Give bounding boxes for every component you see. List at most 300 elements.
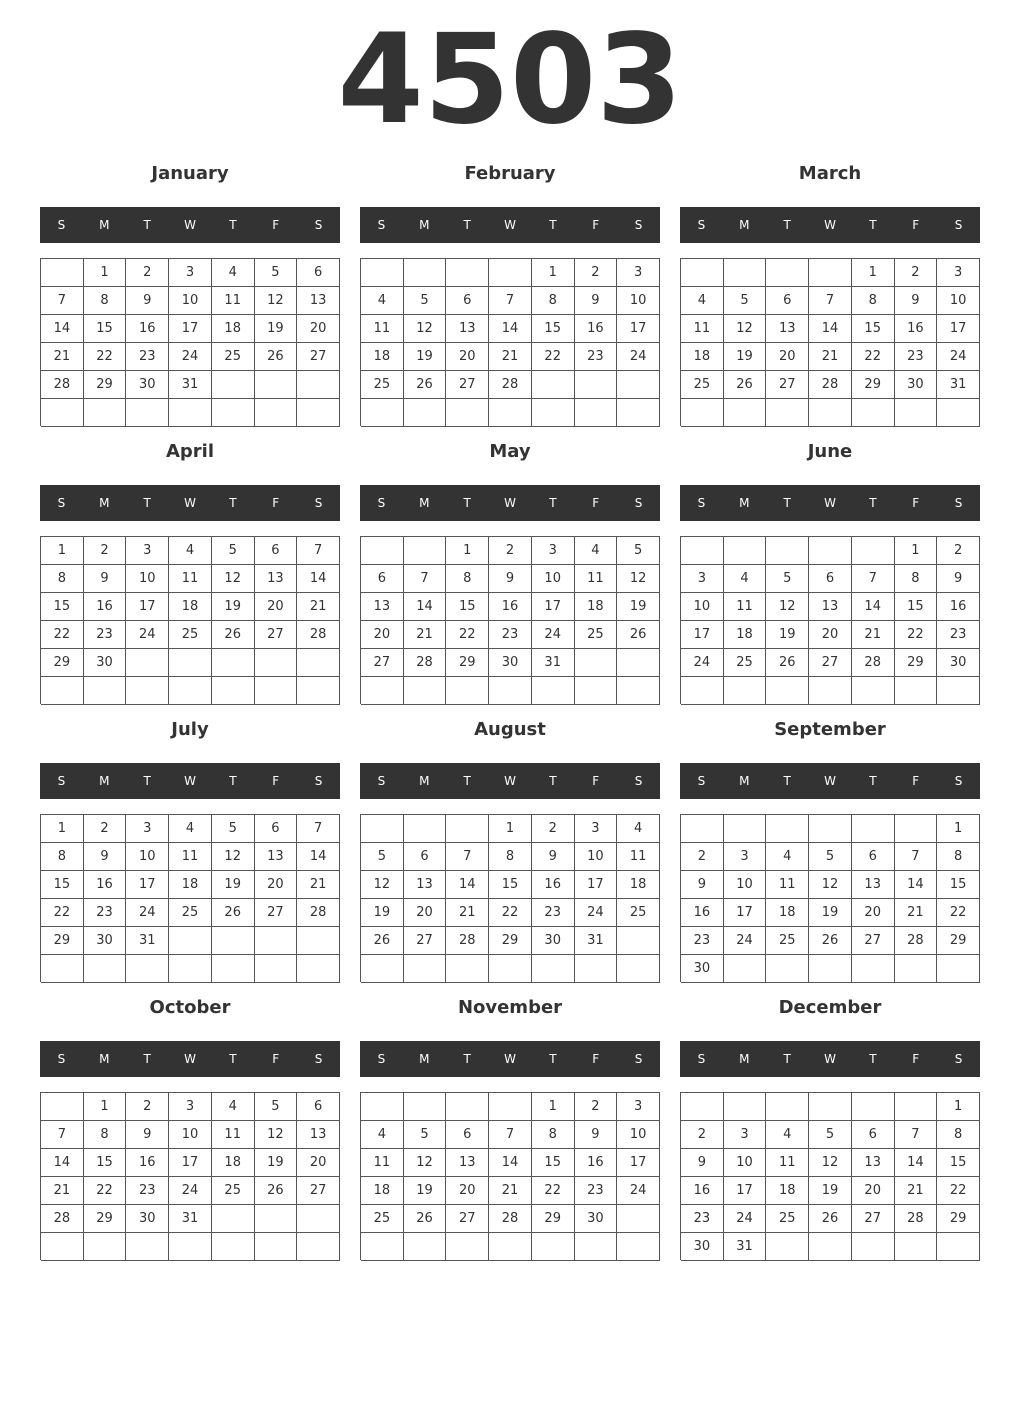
empty-cell <box>489 1093 532 1121</box>
day-cell: 28 <box>41 1205 84 1233</box>
empty-cell <box>489 259 532 287</box>
day-cell: 9 <box>681 1149 724 1177</box>
day-cell: 3 <box>617 259 660 287</box>
day-cell: 14 <box>41 1149 84 1177</box>
day-cell: 17 <box>681 621 724 649</box>
day-cell: 12 <box>255 287 298 315</box>
day-cell: 1 <box>489 815 532 843</box>
day-cell: 15 <box>41 871 84 899</box>
weekday-label: M <box>99 218 110 232</box>
day-cell: 27 <box>766 371 809 399</box>
empty-cell <box>681 399 724 427</box>
day-cell: 16 <box>681 899 724 927</box>
day-cell: 10 <box>681 593 724 621</box>
empty-cell <box>937 677 980 705</box>
weekday-label: T <box>229 496 237 510</box>
empty-cell <box>126 1233 169 1261</box>
day-cell: 31 <box>724 1233 767 1261</box>
day-cell: 12 <box>212 565 255 593</box>
day-cell: 28 <box>895 927 938 955</box>
day-cell: 18 <box>212 1149 255 1177</box>
empty-cell <box>41 1233 84 1261</box>
empty-cell <box>255 399 298 427</box>
day-cell: 15 <box>446 593 489 621</box>
day-cell: 9 <box>681 871 724 899</box>
empty-cell <box>852 815 895 843</box>
day-cell: 11 <box>361 1149 404 1177</box>
day-cell: 4 <box>724 565 767 593</box>
day-cell: 26 <box>212 621 255 649</box>
day-cell: 5 <box>617 537 660 565</box>
day-cell: 9 <box>937 565 980 593</box>
day-cell: 1 <box>41 537 84 565</box>
empty-cell <box>809 677 852 705</box>
day-cell: 3 <box>724 843 767 871</box>
empty-cell <box>255 1205 298 1233</box>
empty-cell <box>361 815 404 843</box>
day-cell: 4 <box>766 1121 809 1149</box>
weekday-label: S <box>697 774 706 788</box>
empty-cell <box>446 955 489 983</box>
weekday-label: W <box>184 1052 196 1066</box>
day-cell: 11 <box>575 565 618 593</box>
weekday-label: S <box>314 496 323 510</box>
day-cell: 20 <box>766 343 809 371</box>
weekday-label: M <box>419 1052 430 1066</box>
day-cell: 24 <box>169 343 212 371</box>
empty-cell <box>212 1233 255 1261</box>
day-cell: 28 <box>446 927 489 955</box>
empty-cell <box>169 677 212 705</box>
day-cell: 4 <box>361 1121 404 1149</box>
day-cell: 22 <box>84 343 127 371</box>
day-cell: 13 <box>809 593 852 621</box>
weekday-header <box>680 1041 980 1077</box>
day-cell: 14 <box>297 843 340 871</box>
day-cell: 18 <box>766 899 809 927</box>
weekday-label: S <box>57 496 66 510</box>
day-cell: 13 <box>446 315 489 343</box>
weekday-header <box>40 207 340 243</box>
month-name: September <box>774 719 886 740</box>
day-cell: 14 <box>895 1149 938 1177</box>
empty-cell <box>681 1093 724 1121</box>
empty-cell <box>724 399 767 427</box>
empty-cell <box>766 1093 809 1121</box>
day-cell: 26 <box>212 899 255 927</box>
weekday-header <box>40 1041 340 1077</box>
empty-cell <box>681 537 724 565</box>
weekday-label: F <box>592 496 600 510</box>
weekday-label: F <box>592 774 600 788</box>
weekday-label: T <box>783 496 791 510</box>
day-cell: 26 <box>404 371 447 399</box>
day-cell: 24 <box>617 1177 660 1205</box>
empty-cell <box>126 955 169 983</box>
day-cell: 31 <box>575 927 618 955</box>
day-grid <box>360 536 660 704</box>
day-cell: 30 <box>895 371 938 399</box>
empty-cell <box>212 927 255 955</box>
day-cell: 22 <box>852 343 895 371</box>
day-cell: 19 <box>617 593 660 621</box>
day-cell: 17 <box>532 593 575 621</box>
weekday-label: F <box>272 774 280 788</box>
day-cell: 30 <box>532 927 575 955</box>
day-cell: 23 <box>126 343 169 371</box>
day-cell: 26 <box>361 927 404 955</box>
day-cell: 21 <box>41 1177 84 1205</box>
day-cell: 1 <box>446 537 489 565</box>
weekday-label: W <box>504 1052 516 1066</box>
weekday-label: F <box>592 218 600 232</box>
weekday-label: F <box>912 496 920 510</box>
day-cell: 20 <box>361 621 404 649</box>
empty-cell <box>489 955 532 983</box>
day-cell: 23 <box>84 899 127 927</box>
day-cell: 6 <box>446 287 489 315</box>
empty-cell <box>361 955 404 983</box>
day-cell: 7 <box>852 565 895 593</box>
empty-cell <box>361 399 404 427</box>
weekday-label: T <box>229 1052 237 1066</box>
day-cell: 19 <box>809 899 852 927</box>
empty-cell <box>681 815 724 843</box>
empty-cell <box>169 1233 212 1261</box>
day-cell: 26 <box>255 1177 298 1205</box>
day-cell: 22 <box>532 343 575 371</box>
empty-cell <box>212 399 255 427</box>
empty-cell <box>404 537 447 565</box>
empty-cell <box>212 955 255 983</box>
day-cell: 15 <box>532 315 575 343</box>
day-cell: 4 <box>169 815 212 843</box>
weekday-label: F <box>272 496 280 510</box>
weekday-label: S <box>377 774 386 788</box>
day-grid <box>680 1092 980 1260</box>
empty-cell <box>766 537 809 565</box>
day-cell: 28 <box>404 649 447 677</box>
day-cell: 30 <box>937 649 980 677</box>
day-cell: 11 <box>766 871 809 899</box>
day-cell: 4 <box>681 287 724 315</box>
weekday-label: T <box>549 496 557 510</box>
day-cell: 25 <box>766 1205 809 1233</box>
weekday-label: W <box>504 496 516 510</box>
day-cell: 20 <box>852 1177 895 1205</box>
day-cell: 30 <box>681 955 724 983</box>
empty-cell <box>809 259 852 287</box>
day-cell: 15 <box>532 1149 575 1177</box>
day-cell: 1 <box>84 259 127 287</box>
day-cell: 2 <box>895 259 938 287</box>
empty-cell <box>766 815 809 843</box>
empty-cell <box>126 399 169 427</box>
empty-cell <box>446 259 489 287</box>
empty-cell <box>617 677 660 705</box>
day-cell: 18 <box>361 1177 404 1205</box>
day-cell: 28 <box>41 371 84 399</box>
empty-cell <box>84 955 127 983</box>
day-cell: 23 <box>532 899 575 927</box>
day-cell: 31 <box>937 371 980 399</box>
day-cell: 13 <box>297 1121 340 1149</box>
empty-cell <box>361 1093 404 1121</box>
weekday-label: T <box>869 1052 877 1066</box>
day-cell: 17 <box>126 593 169 621</box>
empty-cell <box>617 1233 660 1261</box>
day-cell: 9 <box>84 843 127 871</box>
day-cell: 8 <box>532 287 575 315</box>
weekday-label: S <box>697 496 706 510</box>
weekday-header <box>40 763 340 799</box>
day-cell: 21 <box>489 1177 532 1205</box>
empty-cell <box>575 649 618 677</box>
empty-cell <box>532 399 575 427</box>
day-cell: 16 <box>937 593 980 621</box>
day-cell: 31 <box>169 1205 212 1233</box>
day-cell: 28 <box>489 371 532 399</box>
day-cell: 2 <box>84 537 127 565</box>
day-cell: 9 <box>532 843 575 871</box>
weekday-label: T <box>143 496 151 510</box>
empty-cell <box>724 1093 767 1121</box>
day-cell: 10 <box>169 1121 212 1149</box>
day-cell: 3 <box>724 1121 767 1149</box>
empty-cell <box>297 927 340 955</box>
day-cell: 27 <box>255 899 298 927</box>
empty-cell <box>404 1093 447 1121</box>
empty-cell <box>617 1205 660 1233</box>
day-cell: 24 <box>724 927 767 955</box>
day-cell: 14 <box>489 1149 532 1177</box>
empty-cell <box>575 371 618 399</box>
empty-cell <box>446 1233 489 1261</box>
empty-cell <box>724 955 767 983</box>
weekday-label: S <box>954 774 963 788</box>
weekday-label: T <box>463 1052 471 1066</box>
empty-cell <box>617 649 660 677</box>
day-grid <box>40 258 340 426</box>
day-cell: 25 <box>212 343 255 371</box>
day-cell: 8 <box>489 843 532 871</box>
day-cell: 30 <box>84 649 127 677</box>
day-cell: 24 <box>724 1205 767 1233</box>
day-cell: 19 <box>255 315 298 343</box>
day-cell: 25 <box>617 899 660 927</box>
empty-cell <box>212 1205 255 1233</box>
day-cell: 14 <box>895 871 938 899</box>
day-cell: 6 <box>255 815 298 843</box>
day-cell: 16 <box>126 1149 169 1177</box>
weekday-label: W <box>504 218 516 232</box>
day-cell: 19 <box>404 1177 447 1205</box>
day-cell: 30 <box>575 1205 618 1233</box>
day-cell: 8 <box>41 565 84 593</box>
day-cell: 28 <box>489 1205 532 1233</box>
day-cell: 25 <box>724 649 767 677</box>
day-cell: 21 <box>41 343 84 371</box>
day-cell: 22 <box>489 899 532 927</box>
day-cell: 21 <box>895 899 938 927</box>
empty-cell <box>532 1233 575 1261</box>
day-cell: 6 <box>255 537 298 565</box>
day-cell: 26 <box>809 927 852 955</box>
weekday-label: F <box>912 218 920 232</box>
day-cell: 19 <box>361 899 404 927</box>
day-cell: 9 <box>126 1121 169 1149</box>
empty-cell <box>809 399 852 427</box>
day-cell: 23 <box>84 621 127 649</box>
day-cell: 8 <box>937 843 980 871</box>
weekday-header <box>360 1041 660 1077</box>
day-cell: 20 <box>297 315 340 343</box>
day-cell: 14 <box>446 871 489 899</box>
empty-cell <box>297 1233 340 1261</box>
empty-cell <box>766 955 809 983</box>
day-cell: 20 <box>255 593 298 621</box>
day-cell: 9 <box>84 565 127 593</box>
day-cell: 9 <box>575 287 618 315</box>
day-cell: 14 <box>489 315 532 343</box>
weekday-label: T <box>143 218 151 232</box>
empty-cell <box>617 399 660 427</box>
weekday-label: M <box>99 774 110 788</box>
empty-cell <box>681 259 724 287</box>
day-cell: 29 <box>852 371 895 399</box>
empty-cell <box>532 677 575 705</box>
day-cell: 3 <box>126 537 169 565</box>
empty-cell <box>809 537 852 565</box>
empty-cell <box>852 537 895 565</box>
empty-cell <box>617 955 660 983</box>
day-cell: 2 <box>489 537 532 565</box>
day-cell: 18 <box>212 315 255 343</box>
day-cell: 3 <box>169 1093 212 1121</box>
weekday-label: F <box>912 774 920 788</box>
day-cell: 13 <box>852 1149 895 1177</box>
day-cell: 15 <box>937 1149 980 1177</box>
day-cell: 15 <box>84 315 127 343</box>
day-cell: 1 <box>41 815 84 843</box>
month-name: February <box>464 163 556 184</box>
day-cell: 21 <box>489 343 532 371</box>
empty-cell <box>852 1093 895 1121</box>
day-grid <box>40 536 340 704</box>
weekday-label: W <box>824 774 836 788</box>
day-cell: 10 <box>724 871 767 899</box>
day-cell: 25 <box>681 371 724 399</box>
empty-cell <box>852 677 895 705</box>
day-grid <box>40 814 340 982</box>
day-cell: 31 <box>126 927 169 955</box>
day-cell: 3 <box>937 259 980 287</box>
day-cell: 24 <box>169 1177 212 1205</box>
empty-cell <box>126 649 169 677</box>
day-cell: 16 <box>681 1177 724 1205</box>
empty-cell <box>575 955 618 983</box>
weekday-label: S <box>377 1052 386 1066</box>
empty-cell <box>937 955 980 983</box>
empty-cell <box>937 1233 980 1261</box>
day-cell: 20 <box>446 343 489 371</box>
year-title: 4503 <box>337 8 683 152</box>
day-cell: 6 <box>446 1121 489 1149</box>
empty-cell <box>681 677 724 705</box>
day-cell: 19 <box>809 1177 852 1205</box>
day-cell: 13 <box>297 287 340 315</box>
weekday-label: T <box>143 1052 151 1066</box>
day-cell: 30 <box>681 1233 724 1261</box>
day-cell: 21 <box>446 899 489 927</box>
empty-cell <box>489 1233 532 1261</box>
day-cell: 10 <box>617 1121 660 1149</box>
day-cell: 29 <box>446 649 489 677</box>
empty-cell <box>41 677 84 705</box>
day-cell: 27 <box>852 1205 895 1233</box>
day-cell: 10 <box>617 287 660 315</box>
day-cell: 17 <box>617 1149 660 1177</box>
weekday-label: S <box>314 1052 323 1066</box>
empty-cell <box>809 955 852 983</box>
day-cell: 5 <box>724 287 767 315</box>
empty-cell <box>404 1233 447 1261</box>
empty-cell <box>809 815 852 843</box>
day-cell: 3 <box>532 537 575 565</box>
day-cell: 19 <box>724 343 767 371</box>
empty-cell <box>41 259 84 287</box>
day-cell: 13 <box>255 843 298 871</box>
day-cell: 8 <box>446 565 489 593</box>
day-cell: 18 <box>575 593 618 621</box>
day-cell: 13 <box>766 315 809 343</box>
weekday-label: M <box>419 774 430 788</box>
day-cell: 19 <box>404 343 447 371</box>
weekday-label: S <box>697 218 706 232</box>
weekday-label: T <box>229 218 237 232</box>
weekday-label: T <box>143 774 151 788</box>
day-cell: 2 <box>532 815 575 843</box>
day-cell: 4 <box>575 537 618 565</box>
day-cell: 12 <box>404 315 447 343</box>
empty-cell <box>617 927 660 955</box>
empty-cell <box>404 815 447 843</box>
empty-cell <box>361 537 404 565</box>
empty-cell <box>169 955 212 983</box>
day-cell: 17 <box>575 871 618 899</box>
empty-cell <box>297 955 340 983</box>
weekday-header <box>680 485 980 521</box>
day-cell: 4 <box>212 259 255 287</box>
day-cell: 19 <box>212 593 255 621</box>
day-cell: 17 <box>617 315 660 343</box>
empty-cell <box>766 259 809 287</box>
day-cell: 17 <box>937 315 980 343</box>
weekday-label: T <box>869 774 877 788</box>
day-cell: 23 <box>681 1205 724 1233</box>
day-cell: 17 <box>169 1149 212 1177</box>
day-cell: 21 <box>809 343 852 371</box>
day-cell: 9 <box>895 287 938 315</box>
weekday-label: W <box>184 774 196 788</box>
day-cell: 10 <box>126 843 169 871</box>
empty-cell <box>297 649 340 677</box>
empty-cell <box>361 677 404 705</box>
day-cell: 30 <box>126 1205 169 1233</box>
day-cell: 7 <box>489 287 532 315</box>
day-cell: 21 <box>852 621 895 649</box>
weekday-label: T <box>549 218 557 232</box>
